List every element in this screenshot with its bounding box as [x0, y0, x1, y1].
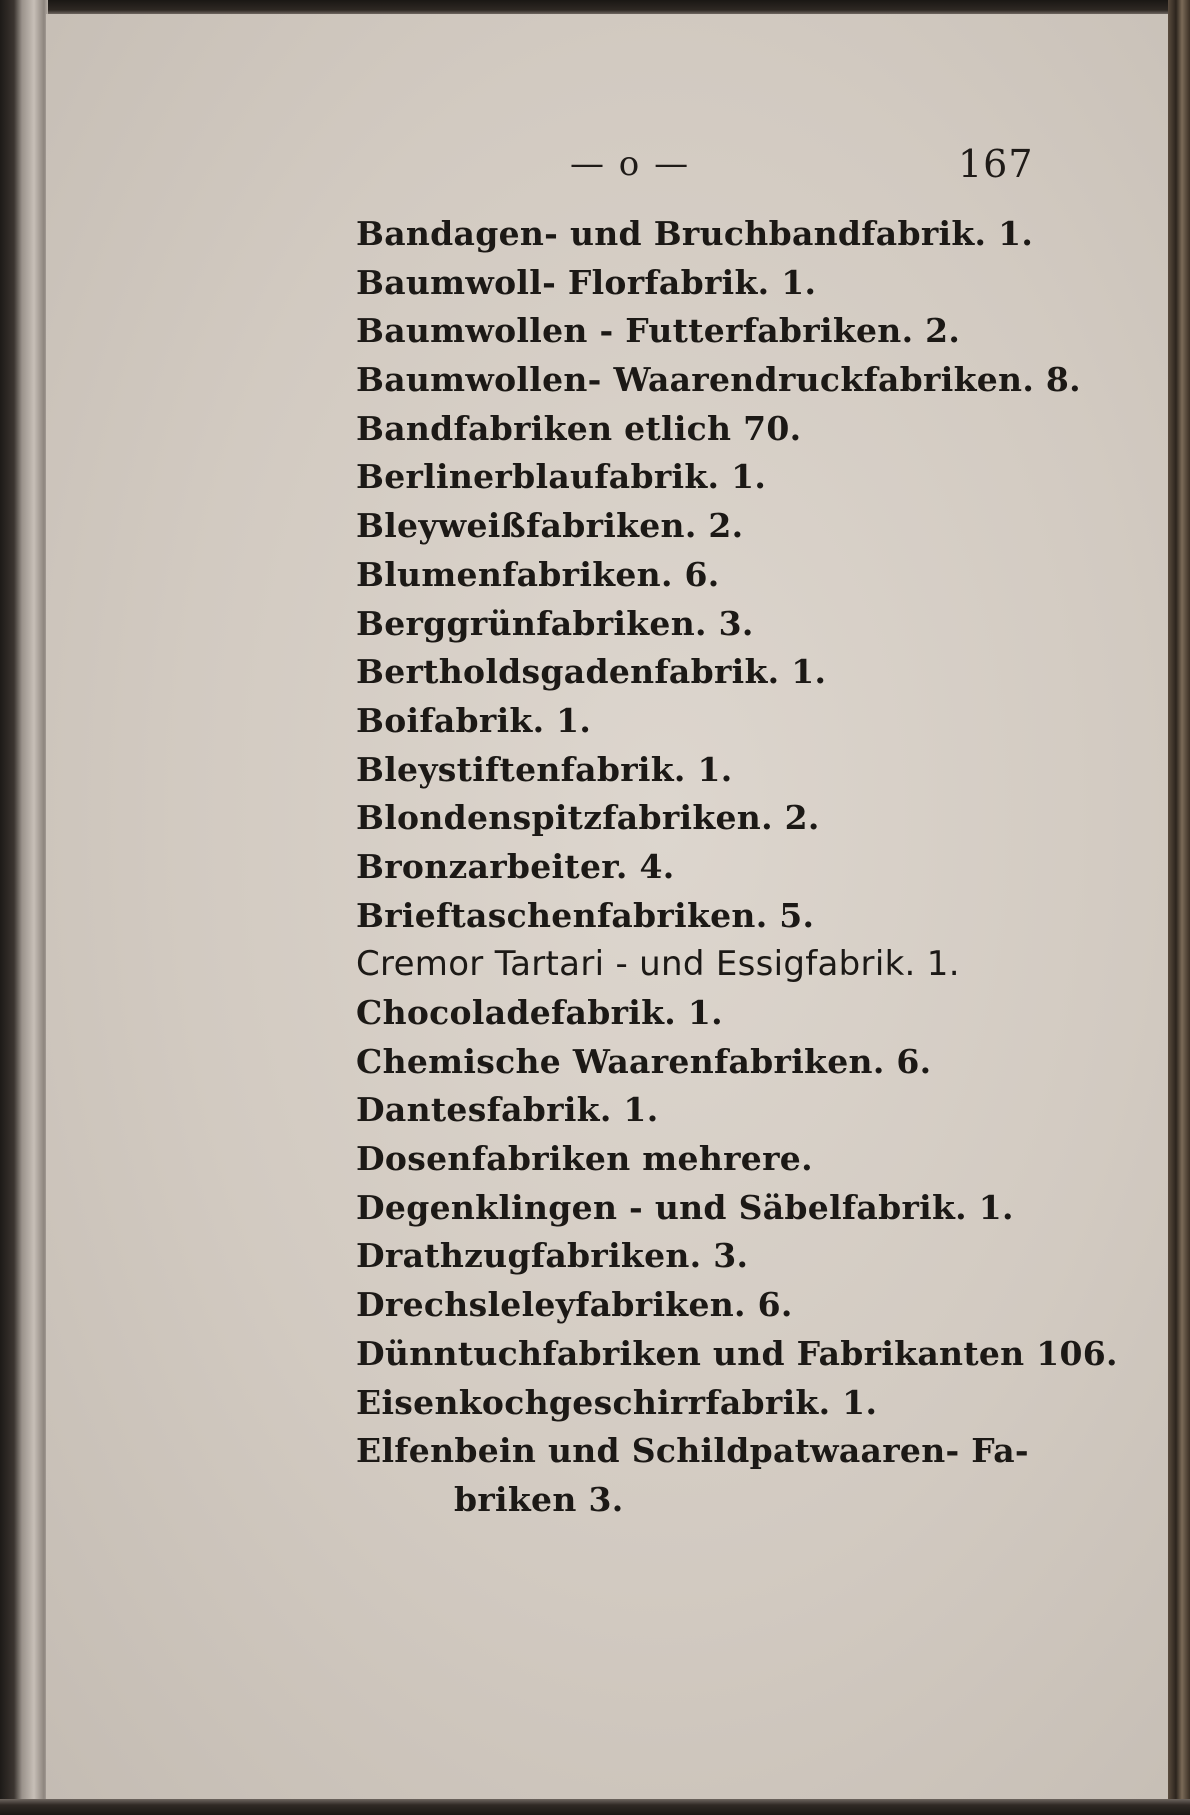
list-item: Bleyweißfabriken. 2. — [356, 506, 744, 546]
factory-list — [356, 210, 1118, 1525]
list-item: Bronzarbeiter. 4. — [356, 846, 675, 886]
list-item: Bandfabriken etlich 70. — [356, 408, 802, 448]
list-item: Blondenspitzfabriken. 2. — [356, 798, 820, 838]
list-item: Bandagen- und Bruchbandfabrik. 1. — [356, 214, 1034, 253]
list-item: Elfenbein und Schildpatwaaren- Fa- — [356, 1431, 1029, 1471]
list-item: Dosenfabriken mehrere. — [356, 1139, 813, 1179]
list-item: Bertholdsgadenfabrik. 1. — [356, 652, 827, 692]
list-item: Baumwollen- Waarendruckfabriken. 8. — [356, 360, 1081, 400]
list-item: Blumenfabriken. 6. — [356, 554, 720, 594]
list-item: Dantesfabrik. 1. — [356, 1090, 659, 1130]
header-ornament: — o — — [570, 144, 691, 184]
list-item: Cremor Tartari - und Essigfabrik. 1. — [356, 944, 960, 985]
list-item: Dünntuchfabriken und Fabrikanten 106. — [356, 1333, 1118, 1373]
book-page — [46, 14, 1168, 1799]
book-edge-top — [0, 0, 1190, 14]
list-item: Degenklingen - und Säbelfabrik. 1. — [356, 1187, 1014, 1227]
list-item: Berlinerblaufabrik. 1. — [356, 457, 767, 497]
list-item-continuation: briken 3. — [454, 1479, 624, 1519]
list-item: Baumwollen - Futterfabriken. 2. — [356, 311, 961, 351]
list-item: Chocoladefabrik. 1. — [356, 993, 723, 1032]
list-item: Eisenkochgeschirrfabrik. 1. — [356, 1382, 878, 1422]
book-edge-right — [1168, 0, 1190, 1815]
page-number: 167 — [958, 142, 1034, 186]
book-gutter — [0, 0, 48, 1815]
list-item: Boifabrik. 1. — [356, 700, 592, 740]
list-item: Berggrünfabriken. 3. — [356, 603, 754, 643]
list-item: Chemische Waarenfabriken. 6. — [356, 1041, 932, 1081]
list-item: Baumwoll- Florfabrik. 1. — [356, 262, 817, 302]
list-item: Bleystiftenfabrik. 1. — [356, 749, 733, 789]
list-item: Brieftaschenfabriken. 5. — [356, 895, 815, 935]
book-edge-bottom — [0, 1799, 1190, 1815]
list-item: Drechsleleyfabriken. 6. — [356, 1285, 793, 1325]
list-item: Drathzugfabriken. 3. — [356, 1236, 749, 1276]
